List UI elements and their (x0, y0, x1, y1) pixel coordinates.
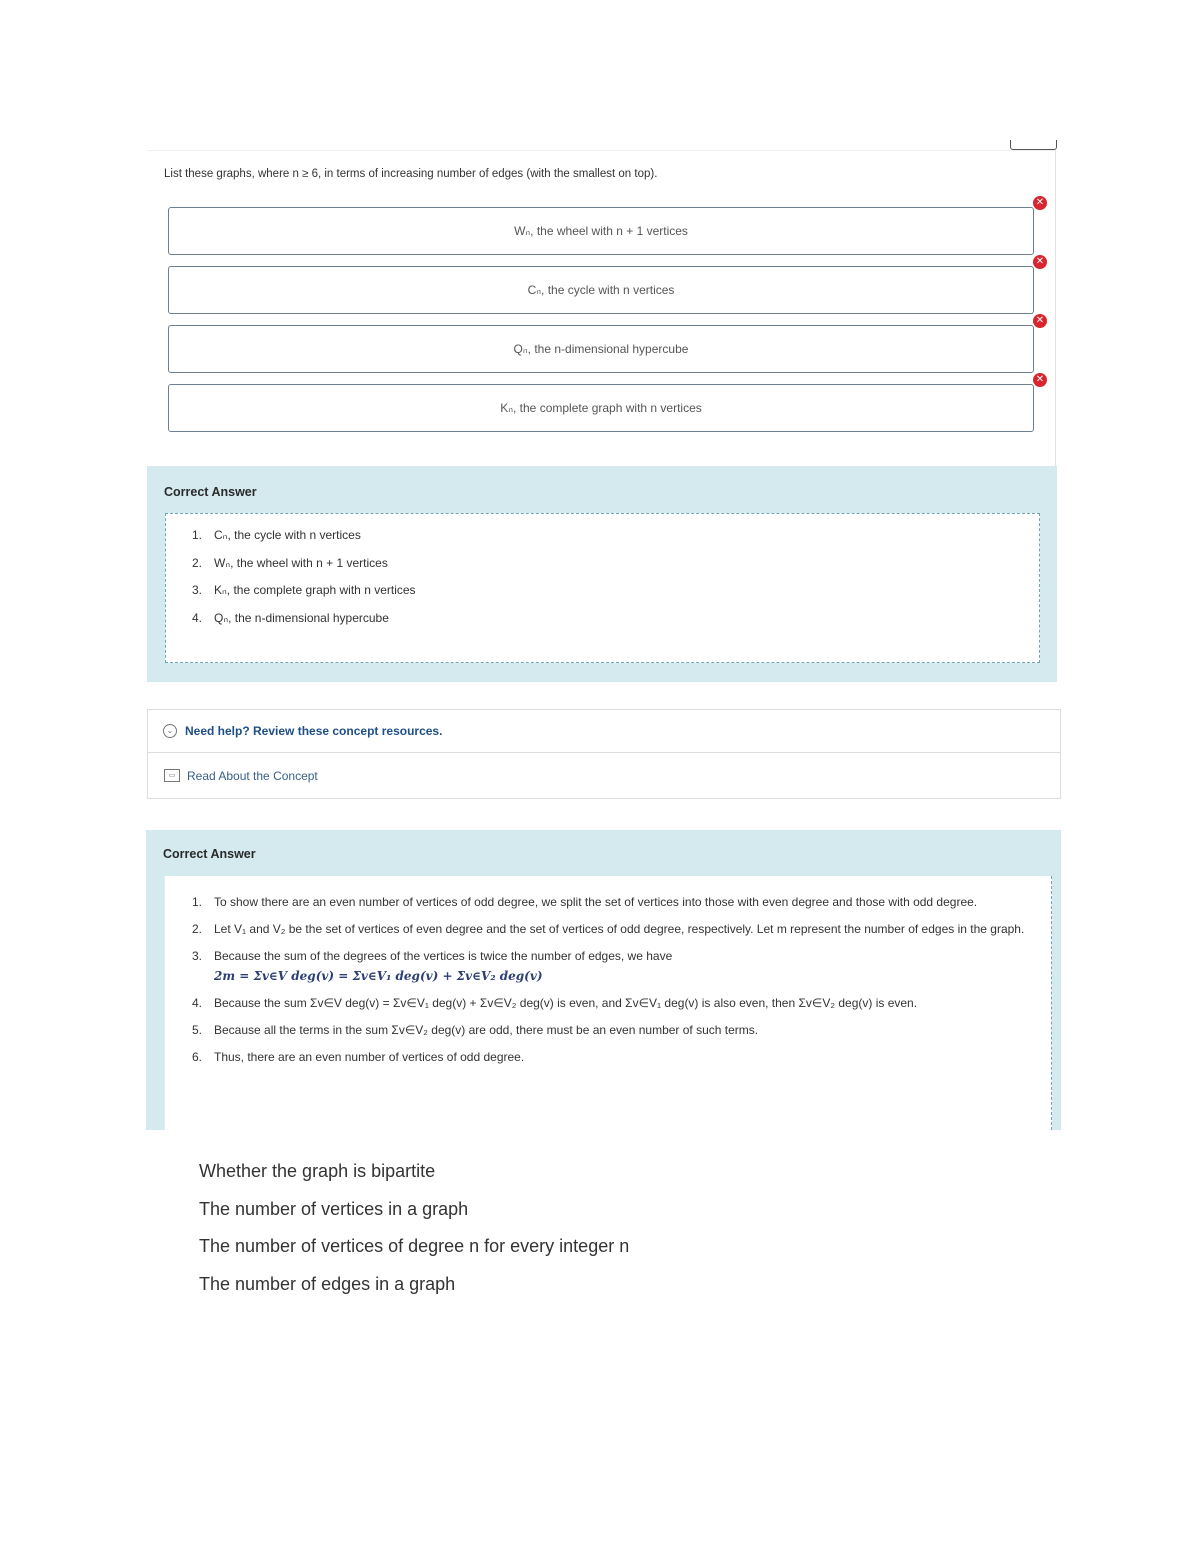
correct-answer-box (165, 513, 1040, 663)
read-concept-link[interactable] (148, 753, 1060, 798)
correct-answer-title: Correct Answer (164, 485, 257, 499)
choice-item[interactable]: Whether the graph is bipartite (199, 1161, 436, 1181)
option-label: Cₙ, the cycle with n vertices (527, 283, 675, 297)
correct-answer-panel-1 (147, 466, 1057, 682)
list-item: 2. Wₙ, the wheel with n + 1 vertices (192, 555, 388, 570)
x-circle-icon: ✕ (1033, 196, 1047, 210)
choice-item[interactable]: The number of vertices of degree n for every integer n (199, 1236, 630, 1256)
list-item: 5. Because all the terms in the sum Σv∈V₂ deg(v) are odd, there must be an even number of such terms. (192, 1023, 759, 1037)
list-item: 6. Thus, there are an even number of vertices of odd degree. (192, 1050, 525, 1064)
x-circle-icon: ✕ (1033, 373, 1047, 387)
help-resources (147, 709, 1061, 799)
choice-list (199, 1157, 629, 1307)
list-item: 1. To show there are an even number of vertices of odd degree, we split the set of vertices into those with even degree and those with odd degree. (192, 895, 978, 909)
choice-item[interactable]: The number of edges in a graph (199, 1273, 456, 1294)
list-item: 1. Cₙ, the cycle with n vertices (192, 528, 361, 542)
proof-steps-list (192, 892, 1029, 1074)
x-circle-icon: ✕ (1033, 255, 1047, 269)
list-item: 4. Because the sum Σv∈V deg(v) = Σv∈V₁ deg(v) + Σv∈V₂ deg(v) is even, and Σv∈V₁ deg(v) is also even, then Σv∈V₂ deg(v) is even. (192, 996, 918, 1010)
option-label: Kₙ, the complete graph with n vertices (500, 401, 702, 415)
correct-order-list (192, 528, 416, 638)
list-item: 2. Let V₁ and V₂ be the set of vertices of even degree and the set of vertices of odd degree, respectively. Let m represent the number of edges in the graph. (192, 922, 1025, 936)
list-item: 3. Because the sum of the degrees of the vertices is twice the number of edges, we have 2m = Σv∈V deg(v) = Σv∈V₁ deg(v) + Σv∈V₂ deg(v) (192, 949, 673, 983)
correct-answer-panel-2 (146, 830, 1061, 1130)
ordering-option-1[interactable] (168, 197, 1045, 255)
top-right-button[interactable] (1010, 140, 1057, 150)
list-item: 3. Kₙ, the complete graph with n vertices (192, 583, 416, 597)
help-heading: Need help? Review these concept resources. (185, 724, 443, 738)
question-prompt: List these graphs, where n ≥ 6, in terms of increasing number of edges (with the smallest on top). (164, 168, 658, 180)
book-icon: ▭ (164, 769, 180, 782)
choice-item[interactable]: The number of vertices in a graph (199, 1198, 469, 1219)
option-label: Wₙ, the wheel with n + 1 vertices (514, 224, 688, 238)
correct-answer-title: Correct Answer (163, 847, 256, 861)
sum-equation: 2m = Σv∈V deg(v) = Σv∈V₁ deg(v) + Σv∈V₂ deg(v) (214, 969, 543, 983)
correct-answer-box (164, 876, 1052, 1130)
list-item: 4. Qₙ, the n-dimensional hypercube (192, 610, 389, 625)
ordering-option-3[interactable] (168, 315, 1045, 373)
x-circle-icon: ✕ (1033, 314, 1047, 328)
ordering-option-4[interactable] (168, 374, 1045, 432)
ordering-option-2[interactable] (168, 256, 1045, 314)
help-header[interactable] (148, 710, 1060, 753)
read-concept-label: Read About the Concept (187, 768, 318, 783)
chevron-down-icon: ⌄ (163, 724, 177, 738)
option-label: Qₙ, the n-dimensional hypercube (513, 342, 689, 356)
